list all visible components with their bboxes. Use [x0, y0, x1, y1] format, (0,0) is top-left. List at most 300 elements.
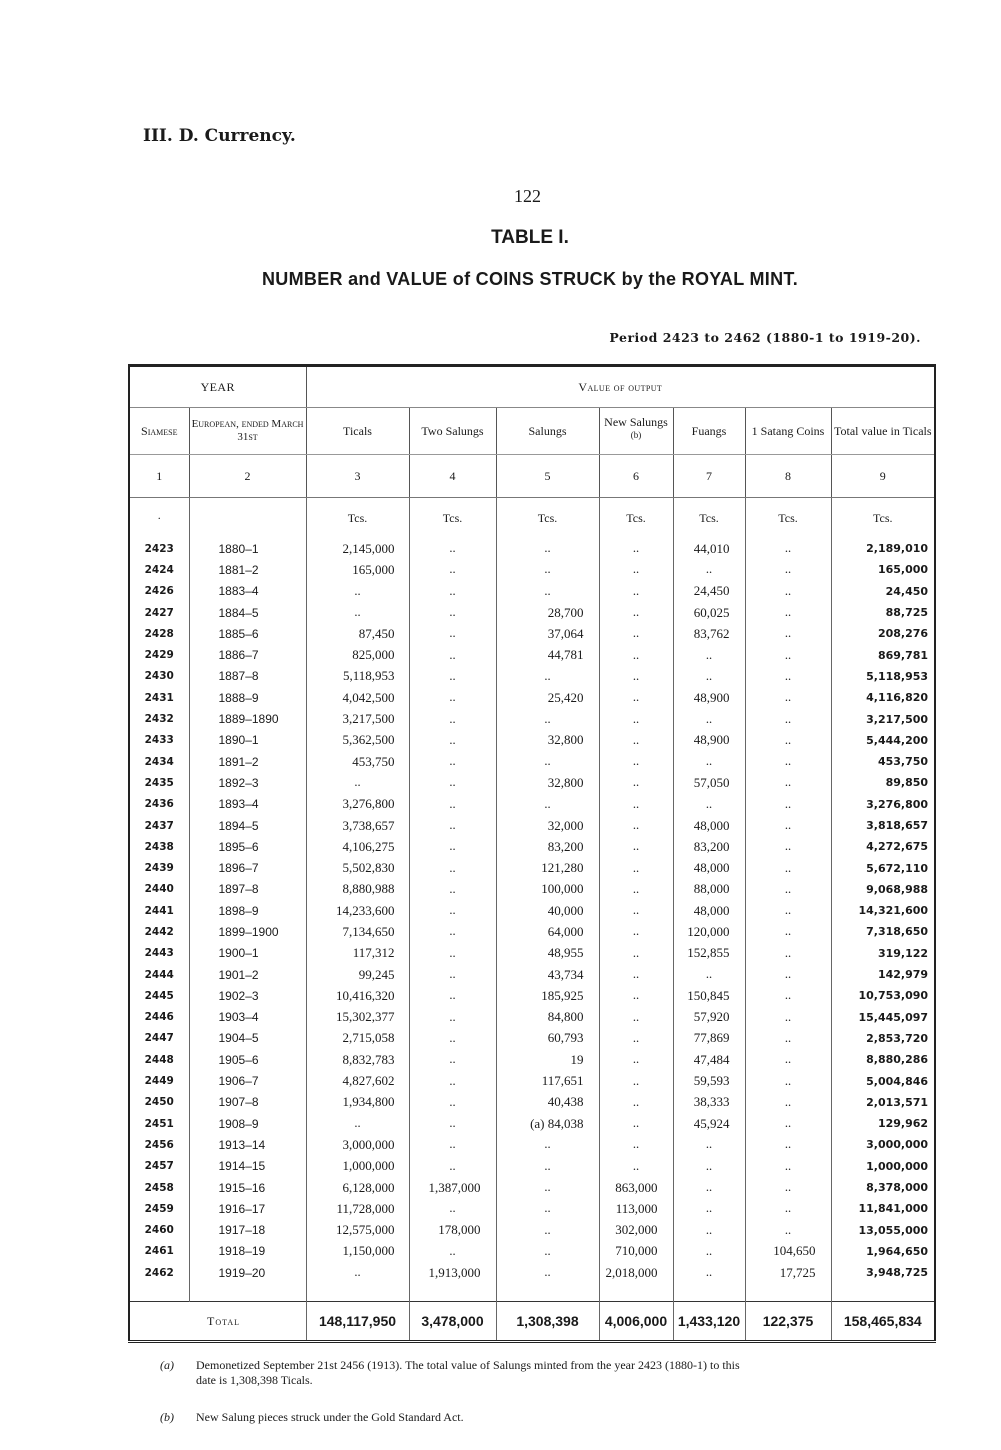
row-salungs: 84,800 — [496, 1007, 599, 1028]
total-new-salungs: 4,006,000 — [599, 1302, 673, 1342]
row-satang: .. — [745, 879, 831, 900]
row-salungs: 40,438 — [496, 1092, 599, 1113]
row-ticals: 8,832,783 — [306, 1049, 409, 1070]
row-total-value: 14,321,600 — [831, 900, 935, 921]
row-ticals: 15,302,377 — [306, 1007, 409, 1028]
row-european-year: 1893–4 — [189, 794, 306, 815]
row-satang: .. — [745, 751, 831, 772]
row-total-value: 5,118,953 — [831, 666, 935, 687]
row-total-value: 3,948,725 — [831, 1262, 935, 1283]
row-fuangs: .. — [673, 1220, 745, 1241]
row-total-value: 208,276 — [831, 623, 935, 644]
row-new-salungs: 113,000 — [599, 1198, 673, 1219]
col-header-new-salungs — [599, 408, 673, 455]
row-total-value: 8,378,000 — [831, 1177, 935, 1198]
row-new-salungs: .. — [599, 921, 673, 942]
row-ticals: 5,362,500 — [306, 730, 409, 751]
row-siamese-year: 2423 — [144, 542, 174, 555]
row-fuangs: 48,900 — [673, 730, 745, 751]
row-siamese-year: 2424 — [144, 563, 174, 576]
row-european-year: 1884–5 — [189, 602, 306, 623]
row-total-value: 453,750 — [831, 751, 935, 772]
row-ticals: 11,728,000 — [306, 1198, 409, 1219]
row-total-value: 1,000,000 — [831, 1156, 935, 1177]
row-total-value: 4,272,675 — [831, 836, 935, 857]
row-fuangs: .. — [673, 644, 745, 665]
unit-cell: Tcs. — [306, 498, 409, 539]
row-ticals: 6,128,000 — [306, 1177, 409, 1198]
row-siamese-year: 2433 — [144, 734, 174, 747]
row-satang: .. — [745, 836, 831, 857]
row-satang: .. — [745, 666, 831, 687]
table-row — [129, 985, 935, 1006]
row-salungs: 117,651 — [496, 1070, 599, 1091]
row-two-salungs: .. — [409, 1007, 496, 1028]
row-new-salungs: 302,000 — [599, 1220, 673, 1241]
row-fuangs: 38,333 — [673, 1092, 745, 1113]
row-satang: .. — [745, 964, 831, 985]
row-total-value: 5,444,200 — [831, 730, 935, 751]
row-total-value: 7,318,650 — [831, 921, 935, 942]
row-ticals: 14,233,600 — [306, 900, 409, 921]
row-new-salungs: .. — [599, 751, 673, 772]
row-two-salungs: .. — [409, 1070, 496, 1091]
row-european-year: 1903–4 — [189, 1007, 306, 1028]
row-fuangs: .. — [673, 964, 745, 985]
row-fuangs: 47,484 — [673, 1049, 745, 1070]
row-satang: .. — [745, 1198, 831, 1219]
row-satang: .. — [745, 772, 831, 793]
row-european-year: 1907–8 — [189, 1092, 306, 1113]
total-fuangs: 1,433,120 — [673, 1302, 745, 1342]
spacer-cell — [831, 1283, 935, 1302]
row-total-value: 13,055,000 — [831, 1220, 935, 1241]
table-row — [129, 879, 935, 900]
row-european-year: 1906–7 — [189, 1070, 306, 1091]
row-european-year: 1908–9 — [189, 1113, 306, 1134]
total-salungs: 1,308,398 — [496, 1302, 599, 1342]
row-siamese-year: 2442 — [144, 925, 174, 938]
table-body — [129, 498, 935, 1284]
row-fuangs: 48,900 — [673, 687, 745, 708]
unit-cell: Tcs. — [496, 498, 599, 539]
page-number: 122 — [514, 186, 541, 206]
table-label: TABLE I. — [491, 227, 569, 248]
row-siamese-year: 2445 — [144, 989, 174, 1002]
unit-cell: · — [157, 510, 162, 525]
row-european-year: 1919–20 — [189, 1262, 306, 1283]
table-row — [129, 1262, 935, 1283]
row-ticals: 87,450 — [306, 623, 409, 644]
table-title: NUMBER and VALUE of COINS STRUCK by the ROYAL MINT. — [262, 269, 798, 289]
total-ticals: 148,117,950 — [306, 1302, 409, 1342]
row-new-salungs: .. — [599, 581, 673, 602]
row-satang: 104,650 — [745, 1241, 831, 1262]
unit-cell: Tcs. — [745, 498, 831, 539]
footnote-b — [160, 1410, 930, 1425]
row-ticals: .. — [306, 1262, 409, 1283]
row-new-salungs: 2,018,000 — [599, 1262, 673, 1283]
row-european-year: 1917–18 — [189, 1220, 306, 1241]
table-row — [129, 1177, 935, 1198]
row-total-value: 24,450 — [831, 581, 935, 602]
row-fuangs: .. — [673, 794, 745, 815]
row-satang: .. — [745, 602, 831, 623]
table-row — [129, 964, 935, 985]
row-european-year: 1916–17 — [189, 1198, 306, 1219]
row-salungs: .. — [496, 1262, 599, 1283]
unit-cell: Tcs. — [599, 498, 673, 539]
row-siamese-year: 2451 — [144, 1117, 174, 1130]
row-satang: .. — [745, 730, 831, 751]
row-ticals: 825,000 — [306, 644, 409, 665]
row-european-year: 1889–1890 — [189, 708, 306, 729]
col-header-two-salungs: Two Salungs — [409, 408, 496, 455]
row-fuangs: 88,000 — [673, 879, 745, 900]
row-satang: .. — [745, 1049, 831, 1070]
row-two-salungs: .. — [409, 1241, 496, 1262]
unit-cell: Tcs. — [831, 498, 935, 539]
row-siamese-year: 2456 — [144, 1138, 174, 1151]
row-salungs: .. — [496, 1198, 599, 1219]
row-total-value: 89,850 — [831, 772, 935, 793]
row-siamese-year: 2434 — [144, 755, 174, 768]
row-european-year: 1887–8 — [189, 666, 306, 687]
row-ticals: 10,416,320 — [306, 985, 409, 1006]
table-row — [129, 751, 935, 772]
row-satang: .. — [745, 1028, 831, 1049]
row-siamese-year: 2449 — [144, 1075, 174, 1088]
row-ticals: 2,715,058 — [306, 1028, 409, 1049]
row-ticals: 5,118,953 — [306, 666, 409, 687]
row-total-value: 9,068,988 — [831, 879, 935, 900]
row-salungs: .. — [496, 1177, 599, 1198]
spacer-cell — [129, 1283, 189, 1302]
row-satang: .. — [745, 857, 831, 878]
row-satang: .. — [745, 1156, 831, 1177]
row-european-year: 1881–2 — [189, 559, 306, 580]
row-salungs: 19 — [496, 1049, 599, 1070]
row-new-salungs: .. — [599, 666, 673, 687]
row-new-salungs: .. — [599, 730, 673, 751]
col-header-new-salungs-label: New Salungs — [604, 415, 668, 429]
row-fuangs: 48,000 — [673, 900, 745, 921]
row-fuangs: .. — [673, 1198, 745, 1219]
row-total-value: 5,672,110 — [831, 857, 935, 878]
row-siamese-year: 2447 — [144, 1032, 174, 1045]
value-output-group-header: Value of output — [306, 366, 935, 408]
row-siamese-year: 2443 — [144, 947, 174, 960]
table-row — [129, 666, 935, 687]
row-two-salungs: .. — [409, 857, 496, 878]
row-salungs: 32,800 — [496, 772, 599, 793]
row-total-value: 3,818,657 — [831, 815, 935, 836]
row-new-salungs: .. — [599, 815, 673, 836]
row-two-salungs: .. — [409, 730, 496, 751]
row-satang: .. — [745, 1220, 831, 1241]
table-row — [129, 581, 935, 602]
row-total-value: 15,445,097 — [831, 1007, 935, 1028]
row-european-year: 1902–3 — [189, 985, 306, 1006]
row-fuangs: 45,924 — [673, 1113, 745, 1134]
coin-output-table — [128, 364, 936, 1343]
footnote-a-text-1: Demonetized September 21st 2456 (1913). The total value of Salungs minted from the year 2423 (1880-1) to this — [196, 1358, 740, 1372]
row-ticals: .. — [306, 1113, 409, 1134]
row-fuangs: .. — [673, 1177, 745, 1198]
row-siamese-year: 2446 — [144, 1011, 174, 1024]
col-number: 8 — [745, 455, 831, 498]
row-european-year: 1892–3 — [189, 772, 306, 793]
table-row — [129, 1198, 935, 1219]
row-new-salungs: .. — [599, 559, 673, 580]
row-siamese-year: 2440 — [144, 883, 174, 896]
row-siamese-year: 2450 — [144, 1096, 174, 1109]
table-row — [129, 559, 935, 580]
row-siamese-year: 2426 — [144, 585, 174, 598]
table-row — [129, 815, 935, 836]
row-new-salungs: 863,000 — [599, 1177, 673, 1198]
row-fuangs: 150,845 — [673, 985, 745, 1006]
row-european-year: 1883–4 — [189, 581, 306, 602]
row-total-value: 869,781 — [831, 644, 935, 665]
row-ticals: 4,042,500 — [306, 687, 409, 708]
row-satang: .. — [745, 581, 831, 602]
total-grand: 158,465,834 — [831, 1302, 935, 1342]
row-ticals: 1,934,800 — [306, 1092, 409, 1113]
row-siamese-year: 2457 — [144, 1160, 174, 1173]
row-salungs: (a) 84,038 — [496, 1113, 599, 1134]
row-salungs: 48,955 — [496, 943, 599, 964]
table-row — [129, 1007, 935, 1028]
table-row — [129, 1241, 935, 1262]
col-number: 5 — [496, 455, 599, 498]
row-fuangs: .. — [673, 751, 745, 772]
row-two-salungs: .. — [409, 772, 496, 793]
table-row — [129, 1049, 935, 1070]
row-fuangs: 57,050 — [673, 772, 745, 793]
row-two-salungs: .. — [409, 1049, 496, 1070]
row-new-salungs: .. — [599, 708, 673, 729]
row-new-salungs: .. — [599, 943, 673, 964]
row-european-year: 1890–1 — [189, 730, 306, 751]
row-ticals: 4,106,275 — [306, 836, 409, 857]
table-row — [129, 1113, 935, 1134]
row-two-salungs: 178,000 — [409, 1220, 496, 1241]
row-ticals: 8,880,988 — [306, 879, 409, 900]
row-two-salungs: .. — [409, 815, 496, 836]
row-two-salungs: 1,387,000 — [409, 1177, 496, 1198]
row-salungs: 40,000 — [496, 900, 599, 921]
row-salungs: 32,800 — [496, 730, 599, 751]
table-row — [129, 1092, 935, 1113]
total-satang: 122,375 — [745, 1302, 831, 1342]
table-row — [129, 1028, 935, 1049]
row-fuangs: .. — [673, 1241, 745, 1262]
unit-cell: Tcs. — [409, 498, 496, 539]
row-two-salungs: .. — [409, 602, 496, 623]
col-number: 3 — [306, 455, 409, 498]
table-row — [129, 921, 935, 942]
row-european-year: 1885–6 — [189, 623, 306, 644]
unit-row — [129, 498, 935, 539]
total-two-salungs: 3,478,000 — [409, 1302, 496, 1342]
year-group-header: YEAR — [129, 366, 306, 408]
row-satang: .. — [745, 559, 831, 580]
row-siamese-year: 2427 — [144, 606, 174, 619]
row-fuangs: .. — [673, 1156, 745, 1177]
row-two-salungs: .. — [409, 879, 496, 900]
table-row — [129, 794, 935, 815]
row-fuangs: 44,010 — [673, 538, 745, 559]
spacer-cell — [599, 1283, 673, 1302]
table-row — [129, 1134, 935, 1155]
row-fuangs: 77,869 — [673, 1028, 745, 1049]
row-satang: .. — [745, 1177, 831, 1198]
row-new-salungs: .. — [599, 857, 673, 878]
row-fuangs: 57,920 — [673, 1007, 745, 1028]
row-satang: .. — [745, 1092, 831, 1113]
row-two-salungs: .. — [409, 559, 496, 580]
row-satang: .. — [745, 1007, 831, 1028]
row-new-salungs: .. — [599, 538, 673, 559]
footnote-a-mark: (a) — [160, 1358, 174, 1372]
table-row — [129, 687, 935, 708]
row-new-salungs: .. — [599, 1113, 673, 1134]
row-satang: .. — [745, 921, 831, 942]
row-two-salungs: .. — [409, 943, 496, 964]
footnote-b-text: New Salung pieces struck under the Gold Standard Act. — [196, 1410, 464, 1424]
row-satang: .. — [745, 794, 831, 815]
total-label: Total — [129, 1302, 306, 1342]
row-total-value: 3,217,500 — [831, 708, 935, 729]
row-fuangs: 152,855 — [673, 943, 745, 964]
row-total-value: 10,753,090 — [831, 985, 935, 1006]
row-satang: .. — [745, 687, 831, 708]
row-new-salungs: .. — [599, 1049, 673, 1070]
row-fuangs: .. — [673, 708, 745, 729]
row-fuangs: .. — [673, 666, 745, 687]
row-new-salungs: 710,000 — [599, 1241, 673, 1262]
row-siamese-year: 2459 — [144, 1202, 174, 1215]
row-two-salungs: .. — [409, 1028, 496, 1049]
spacer-cell — [306, 1283, 409, 1302]
row-siamese-year: 2430 — [144, 670, 174, 683]
row-satang: .. — [745, 1070, 831, 1091]
row-salungs: 64,000 — [496, 921, 599, 942]
row-salungs: .. — [496, 666, 599, 687]
row-salungs: .. — [496, 708, 599, 729]
total-row — [129, 1302, 935, 1342]
row-european-year: 1913–14 — [189, 1134, 306, 1155]
row-two-salungs: .. — [409, 708, 496, 729]
row-total-value: 319,122 — [831, 943, 935, 964]
row-european-year: 1914–15 — [189, 1156, 306, 1177]
row-salungs: 60,793 — [496, 1028, 599, 1049]
row-salungs: 44,781 — [496, 644, 599, 665]
row-ticals: 7,134,650 — [306, 921, 409, 942]
spacer-cell — [496, 1283, 599, 1302]
row-total-value: 2,853,720 — [831, 1028, 935, 1049]
row-siamese-year: 2432 — [144, 713, 174, 726]
row-siamese-year: 2462 — [144, 1266, 174, 1279]
row-two-salungs: .. — [409, 1198, 496, 1219]
row-salungs: .. — [496, 794, 599, 815]
row-salungs: 37,064 — [496, 623, 599, 644]
row-salungs: .. — [496, 538, 599, 559]
row-salungs: 25,420 — [496, 687, 599, 708]
row-total-value: 88,725 — [831, 602, 935, 623]
row-salungs: 32,000 — [496, 815, 599, 836]
row-two-salungs: .. — [409, 964, 496, 985]
row-fuangs: 83,200 — [673, 836, 745, 857]
row-new-salungs: .. — [599, 985, 673, 1006]
row-salungs: 100,000 — [496, 879, 599, 900]
row-new-salungs: .. — [599, 1028, 673, 1049]
row-total-value: 5,004,846 — [831, 1070, 935, 1091]
row-two-salungs: .. — [409, 985, 496, 1006]
row-total-value: 8,880,286 — [831, 1049, 935, 1070]
spacer-cell — [409, 1283, 496, 1302]
row-european-year: 1904–5 — [189, 1028, 306, 1049]
row-two-salungs: .. — [409, 1092, 496, 1113]
col-header-ticals: Ticals — [306, 408, 409, 455]
table-row — [129, 943, 935, 964]
row-two-salungs: 1,913,000 — [409, 1262, 496, 1283]
row-fuangs: 59,593 — [673, 1070, 745, 1091]
row-ticals: 1,000,000 — [306, 1156, 409, 1177]
row-total-value: 2,189,010 — [831, 538, 935, 559]
row-ticals: 3,276,800 — [306, 794, 409, 815]
row-ticals: 1,150,000 — [306, 1241, 409, 1262]
row-siamese-year: 2441 — [144, 904, 174, 917]
row-total-value: 2,013,571 — [831, 1092, 935, 1113]
row-salungs: .. — [496, 1220, 599, 1241]
row-total-value: 11,841,000 — [831, 1198, 935, 1219]
table-row — [129, 772, 935, 793]
row-ticals: .. — [306, 772, 409, 793]
row-total-value: 3,000,000 — [831, 1134, 935, 1155]
row-ticals: 453,750 — [306, 751, 409, 772]
row-european-year: 1905–6 — [189, 1049, 306, 1070]
row-siamese-year: 2436 — [144, 798, 174, 811]
row-european-year: 1900–1 — [189, 943, 306, 964]
row-fuangs: .. — [673, 1134, 745, 1155]
row-fuangs: 48,000 — [673, 815, 745, 836]
row-fuangs: 83,762 — [673, 623, 745, 644]
col-header-european: European, ended March 31st — [189, 408, 306, 455]
row-european-year: 1888–9 — [189, 687, 306, 708]
row-salungs: .. — [496, 559, 599, 580]
row-new-salungs: .. — [599, 900, 673, 921]
row-new-salungs: .. — [599, 1134, 673, 1155]
row-european-year: 1886–7 — [189, 644, 306, 665]
col-number: 7 — [673, 455, 745, 498]
row-siamese-year: 2435 — [144, 776, 174, 789]
row-new-salungs: .. — [599, 879, 673, 900]
table-row — [129, 708, 935, 729]
row-salungs: .. — [496, 1134, 599, 1155]
row-siamese-year: 2428 — [144, 627, 174, 640]
table-row — [129, 1156, 935, 1177]
row-european-year: 1898–9 — [189, 900, 306, 921]
table-row — [129, 538, 935, 559]
row-european-year: 1918–19 — [189, 1241, 306, 1262]
row-fuangs: 24,450 — [673, 581, 745, 602]
table-row — [129, 730, 935, 751]
row-new-salungs: .. — [599, 687, 673, 708]
col-number: 2 — [189, 455, 306, 498]
row-satang: .. — [745, 708, 831, 729]
